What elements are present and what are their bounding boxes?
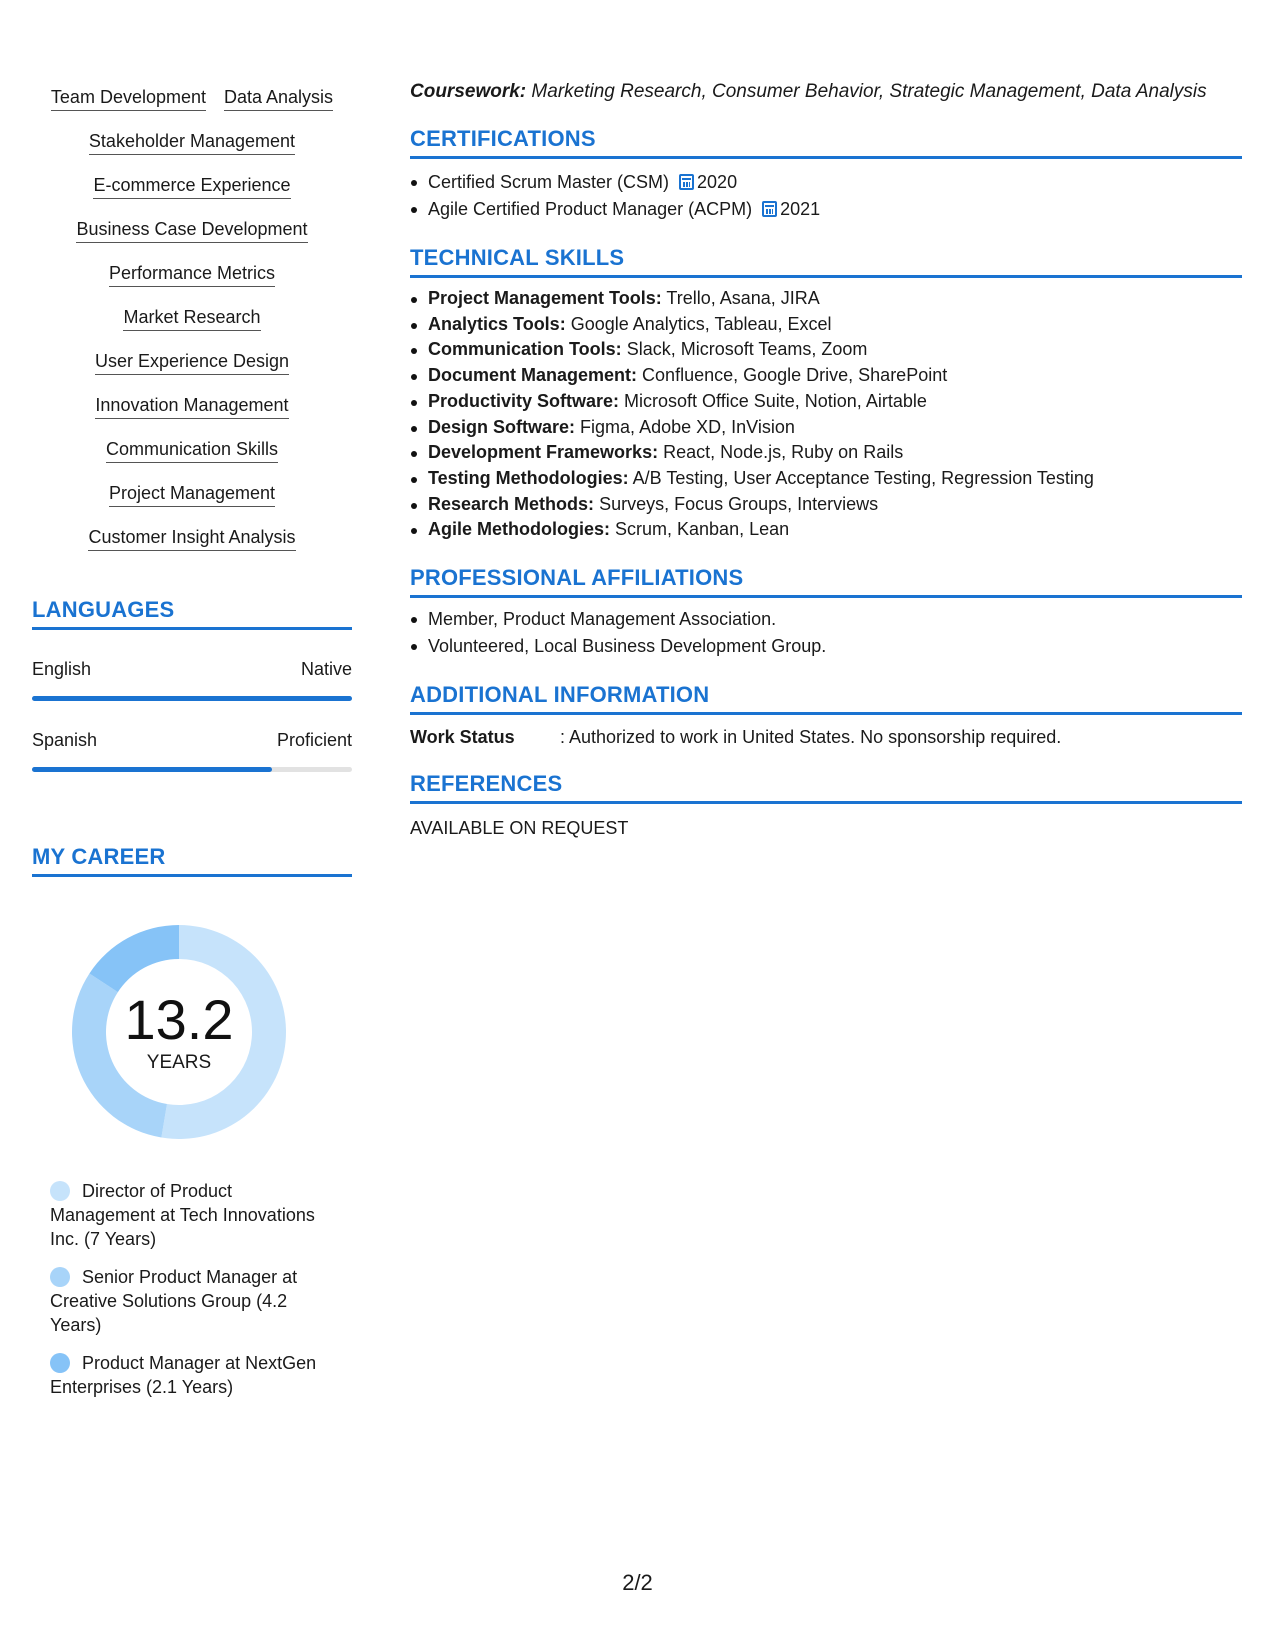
career-section xyxy=(32,844,352,1399)
skill-tag: Data Analysis xyxy=(224,86,333,111)
additional-info-section xyxy=(410,682,1242,749)
career-total-years: 13.2 xyxy=(124,988,234,1051)
work-status-row xyxy=(410,725,1242,749)
technical-skills-section xyxy=(410,245,1242,543)
tech-skill-item xyxy=(410,389,1242,415)
skills-list xyxy=(32,86,352,551)
language-proficiency-fill xyxy=(32,767,272,772)
tech-skill-label: Document Management: xyxy=(428,365,638,386)
tech-skill-item xyxy=(410,517,1242,543)
tech-skill-item xyxy=(410,312,1242,338)
tech-skill-value: Scrum, Kanban, Lean xyxy=(615,519,790,540)
certification-year: 2021 xyxy=(780,199,821,219)
legend-dot xyxy=(50,1353,70,1373)
certification-name: Agile Certified Product Manager (ACPM) xyxy=(428,199,753,219)
language-level: Proficient xyxy=(276,730,352,750)
tech-skill-value: Slack, Microsoft Teams, Zoom xyxy=(626,339,868,360)
work-status-value: : Authorized to work in United States. No sponsorship required. xyxy=(560,727,1062,748)
legend-label: Senior Product Manager at Creative Solutions Group (4.2 Years) xyxy=(50,1267,298,1335)
tech-skill-value: Confluence, Google Drive, SharePoint xyxy=(642,365,948,386)
calendar-icon xyxy=(762,201,777,217)
language-item xyxy=(32,729,352,772)
skill-tag: Performance Metrics xyxy=(109,262,275,287)
calendar-icon xyxy=(679,174,694,190)
legend-dot xyxy=(50,1267,70,1287)
tech-skill-item xyxy=(410,415,1242,441)
language-item xyxy=(32,658,352,701)
language-name: Spanish xyxy=(32,730,98,750)
tech-skill-label: Development Frameworks: xyxy=(428,442,659,463)
right-column xyxy=(410,80,1242,840)
affiliation-item: Member, Product Management Association. xyxy=(410,606,1242,633)
tech-skill-item xyxy=(410,286,1242,312)
tech-skill-item xyxy=(410,492,1242,518)
legend-label: Product Manager at NextGen Enterprises (2.1 Years) xyxy=(50,1353,317,1397)
tech-skill-label: Testing Methodologies: xyxy=(428,467,629,488)
skill-tag: E-commerce Experience xyxy=(93,174,290,199)
language-proficiency-bar xyxy=(32,767,352,772)
skill-tag: Project Management xyxy=(109,482,275,507)
skill-tag: Communication Skills xyxy=(106,438,278,463)
legend-label: Director of Product Management at Tech Innovations Inc. (7 Years) xyxy=(50,1181,315,1249)
tech-skill-value: React, Node.js, Ruby on Rails xyxy=(663,442,904,463)
coursework-text: Marketing Research, Consumer Behavior, Strategic Management, Data Analysis xyxy=(531,81,1207,102)
career-legend xyxy=(50,1179,320,1399)
skill-tag: Stakeholder Management xyxy=(89,130,295,155)
certifications-section xyxy=(410,126,1242,223)
coursework-label: Coursework: xyxy=(410,81,527,102)
affiliation-item: Volunteered, Local Business Development Group. xyxy=(410,633,1242,660)
tech-skill-label: Agile Methodologies: xyxy=(428,519,610,540)
skill-tag: Business Case Development xyxy=(76,218,307,243)
career-total-unit: YEARS xyxy=(146,1052,212,1073)
references-text: AVAILABLE ON REQUEST xyxy=(410,818,629,839)
tech-skill-label: Analytics Tools: xyxy=(428,313,566,334)
tech-skill-item xyxy=(410,337,1242,363)
skill-tag: Innovation Management xyxy=(95,394,288,419)
work-status-label: Work Status xyxy=(410,727,515,748)
career-donut-chart xyxy=(64,917,294,1147)
additional-info-heading: ADDITIONAL INFORMATION xyxy=(410,682,1242,715)
tech-skill-label: Communication Tools: xyxy=(428,339,622,360)
languages-section xyxy=(32,597,352,772)
tech-skill-value: Surveys, Focus Groups, Interviews xyxy=(599,493,879,514)
career-heading: MY CAREER xyxy=(32,844,352,877)
certification-item xyxy=(410,169,1242,196)
tech-skill-label: Project Management Tools: xyxy=(428,288,662,308)
certification-name: Certified Scrum Master (CSM) xyxy=(428,172,670,192)
tech-skill-item xyxy=(410,440,1242,466)
certification-item xyxy=(410,196,1242,223)
tech-skill-value: A/B Testing, User Acceptance Testing, Regression Testing xyxy=(632,467,1094,488)
certifications-heading: CERTIFICATIONS xyxy=(410,126,1242,159)
languages-heading: LANGUAGES xyxy=(32,597,352,630)
language-proficiency-bar xyxy=(32,696,352,701)
skill-tag: User Experience Design xyxy=(95,350,289,375)
tech-skill-value: Microsoft Office Suite, Notion, Airtable xyxy=(624,390,927,411)
legend-item xyxy=(50,1179,320,1251)
tech-skill-value: Trello, Asana, JIRA xyxy=(666,288,820,308)
tech-skill-label: Research Methods: xyxy=(428,493,595,514)
references-section xyxy=(410,771,1242,840)
skill-tag: Customer Insight Analysis xyxy=(88,526,295,551)
affiliations-heading: PROFESSIONAL AFFILIATIONS xyxy=(410,565,1242,598)
page-number: 2/2 xyxy=(622,1570,653,1595)
tech-skill-label: Design Software: xyxy=(428,416,576,437)
tech-skill-label: Productivity Software: xyxy=(428,390,620,411)
legend-item xyxy=(50,1265,320,1337)
language-proficiency-fill xyxy=(32,696,352,701)
legend-dot xyxy=(50,1181,70,1201)
language-level: Native xyxy=(300,659,352,679)
skill-tag: Team Development xyxy=(51,86,206,111)
tech-skill-item xyxy=(410,363,1242,389)
references-heading: REFERENCES xyxy=(410,771,1242,804)
technical-skills-heading: TECHNICAL SKILLS xyxy=(410,245,1242,278)
coursework xyxy=(410,80,1242,104)
affiliations-section xyxy=(410,565,1242,660)
tech-skill-value: Figma, Adobe XD, InVision xyxy=(580,416,795,437)
tech-skill-value: Google Analytics, Tableau, Excel xyxy=(570,313,832,334)
left-column xyxy=(32,86,352,1413)
language-name: English xyxy=(32,659,92,679)
skill-tag: Market Research xyxy=(123,306,260,331)
tech-skill-item xyxy=(410,466,1242,492)
legend-item xyxy=(50,1351,320,1399)
certification-year: 2020 xyxy=(697,172,738,192)
